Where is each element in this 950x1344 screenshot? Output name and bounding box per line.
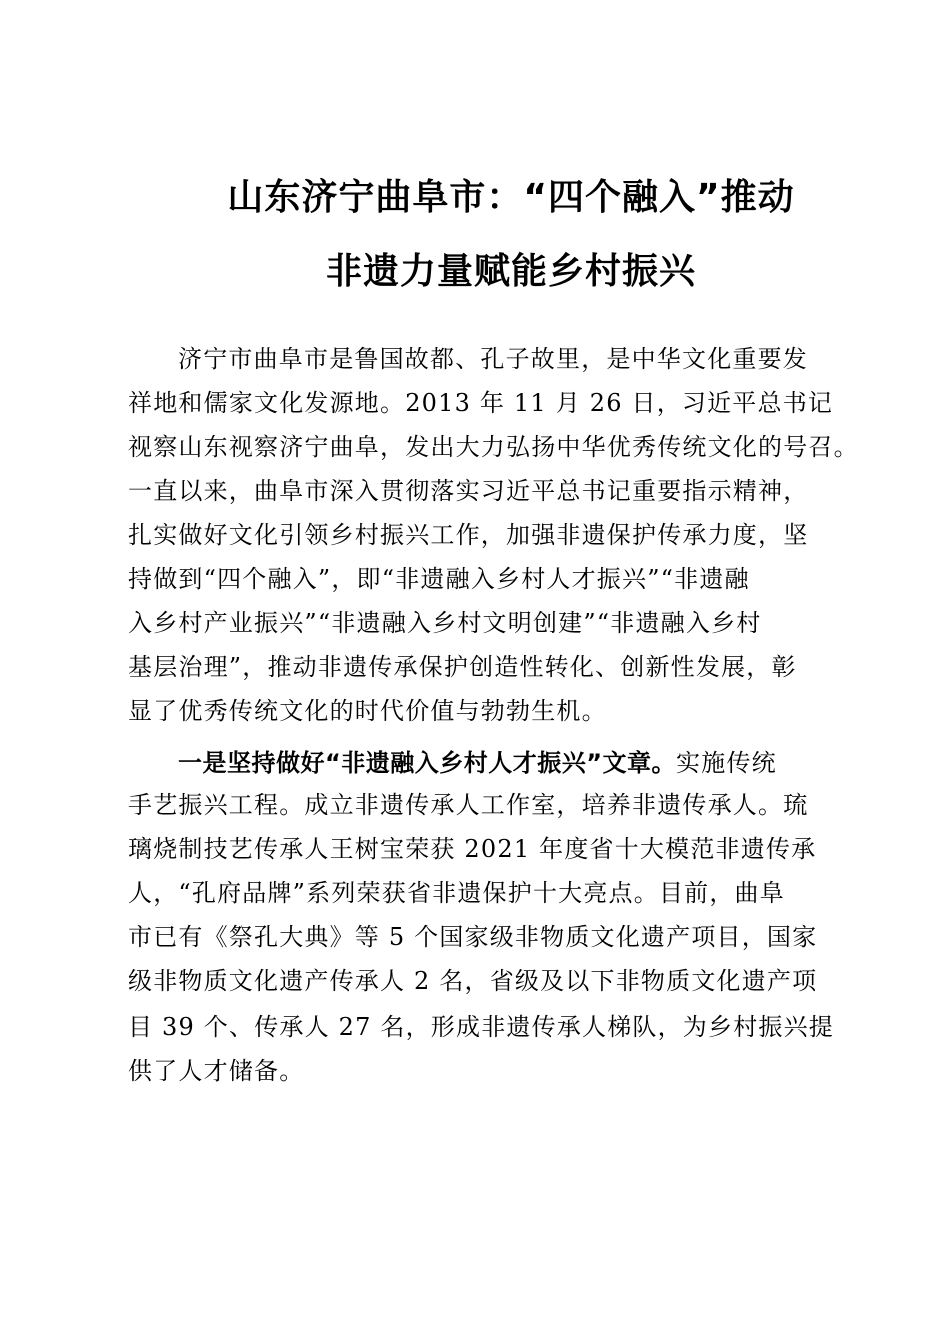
title-line-1: 山东济宁曲阜市：“四个融入”推动 [227, 177, 795, 218]
paragraph-2-line: 级非物质文化遗产传承人 2 名，省级及以下非物质文化遗产项 [128, 967, 818, 995]
paragraph-1-line: 持做到“四个融入”，即“非遗融入乡村人才振兴”“非遗融 [128, 565, 750, 593]
paragraph-1-line: 一直以来，曲阜市深入贯彻落实习近平总书记重要指示精神， [128, 477, 809, 505]
paragraph-1-line: 祥地和儒家文化发源地。2013 年 11 月 26 日，习近平总书记 [128, 389, 834, 417]
paragraph-2-bold-heading: 一是坚持做好“非遗融入乡村人才振兴”文章。 [178, 749, 677, 777]
paragraph-1-line: 入乡村产业振兴”“非遗融入乡村文明创建”“非遗融入乡村 [128, 609, 762, 637]
paragraph-2-line: 目 39 个、传承人 27 名，形成非遗传承人梯队，为乡村振兴提 [128, 1013, 834, 1041]
paragraph-2-line: 璃烧制技艺传承人王树宝荣获 2021 年度省十大模范非遗传承 [128, 835, 817, 863]
paragraph-1-line: 济宁市曲阜市是鲁国故都、孔子故里，是中华文化重要发 [178, 345, 808, 373]
paragraph-1-line: 扎实做好文化引领乡村振兴工作，加强非遗保护传承力度，坚 [128, 521, 809, 549]
paragraph-2-line: 市已有《祭孔大典》等 5 个国家级非物质文化遗产项目，国家 [128, 923, 818, 951]
paragraph-2-lead-text: 实施传统 [676, 749, 777, 777]
paragraph-2-line: 人，“孔府品牌”系列荣获省非遗保护十大亮点。目前，曲阜 [128, 879, 785, 907]
paragraph-2-line: 供了人才储备。 [128, 1057, 305, 1085]
paragraph-1-line: 显了优秀传统文化的时代价值与勃勃生机。 [128, 697, 607, 725]
paragraph-2-line: 手艺振兴工程。成立非遗传承人工作室，培养非遗传承人。琉 [128, 791, 809, 819]
paragraph-2-lead-line [178, 745, 828, 781]
paragraph-1-line: 视察山东视察济宁曲阜，发出大力弘扬中华优秀传统文化的号召。 [128, 433, 859, 461]
title-line-2: 非遗力量赋能乡村振兴 [325, 251, 696, 292]
paragraph-1-line: 基层治理”，推动非遗传承保护创造性转化、创新性发展，彰 [128, 653, 797, 681]
